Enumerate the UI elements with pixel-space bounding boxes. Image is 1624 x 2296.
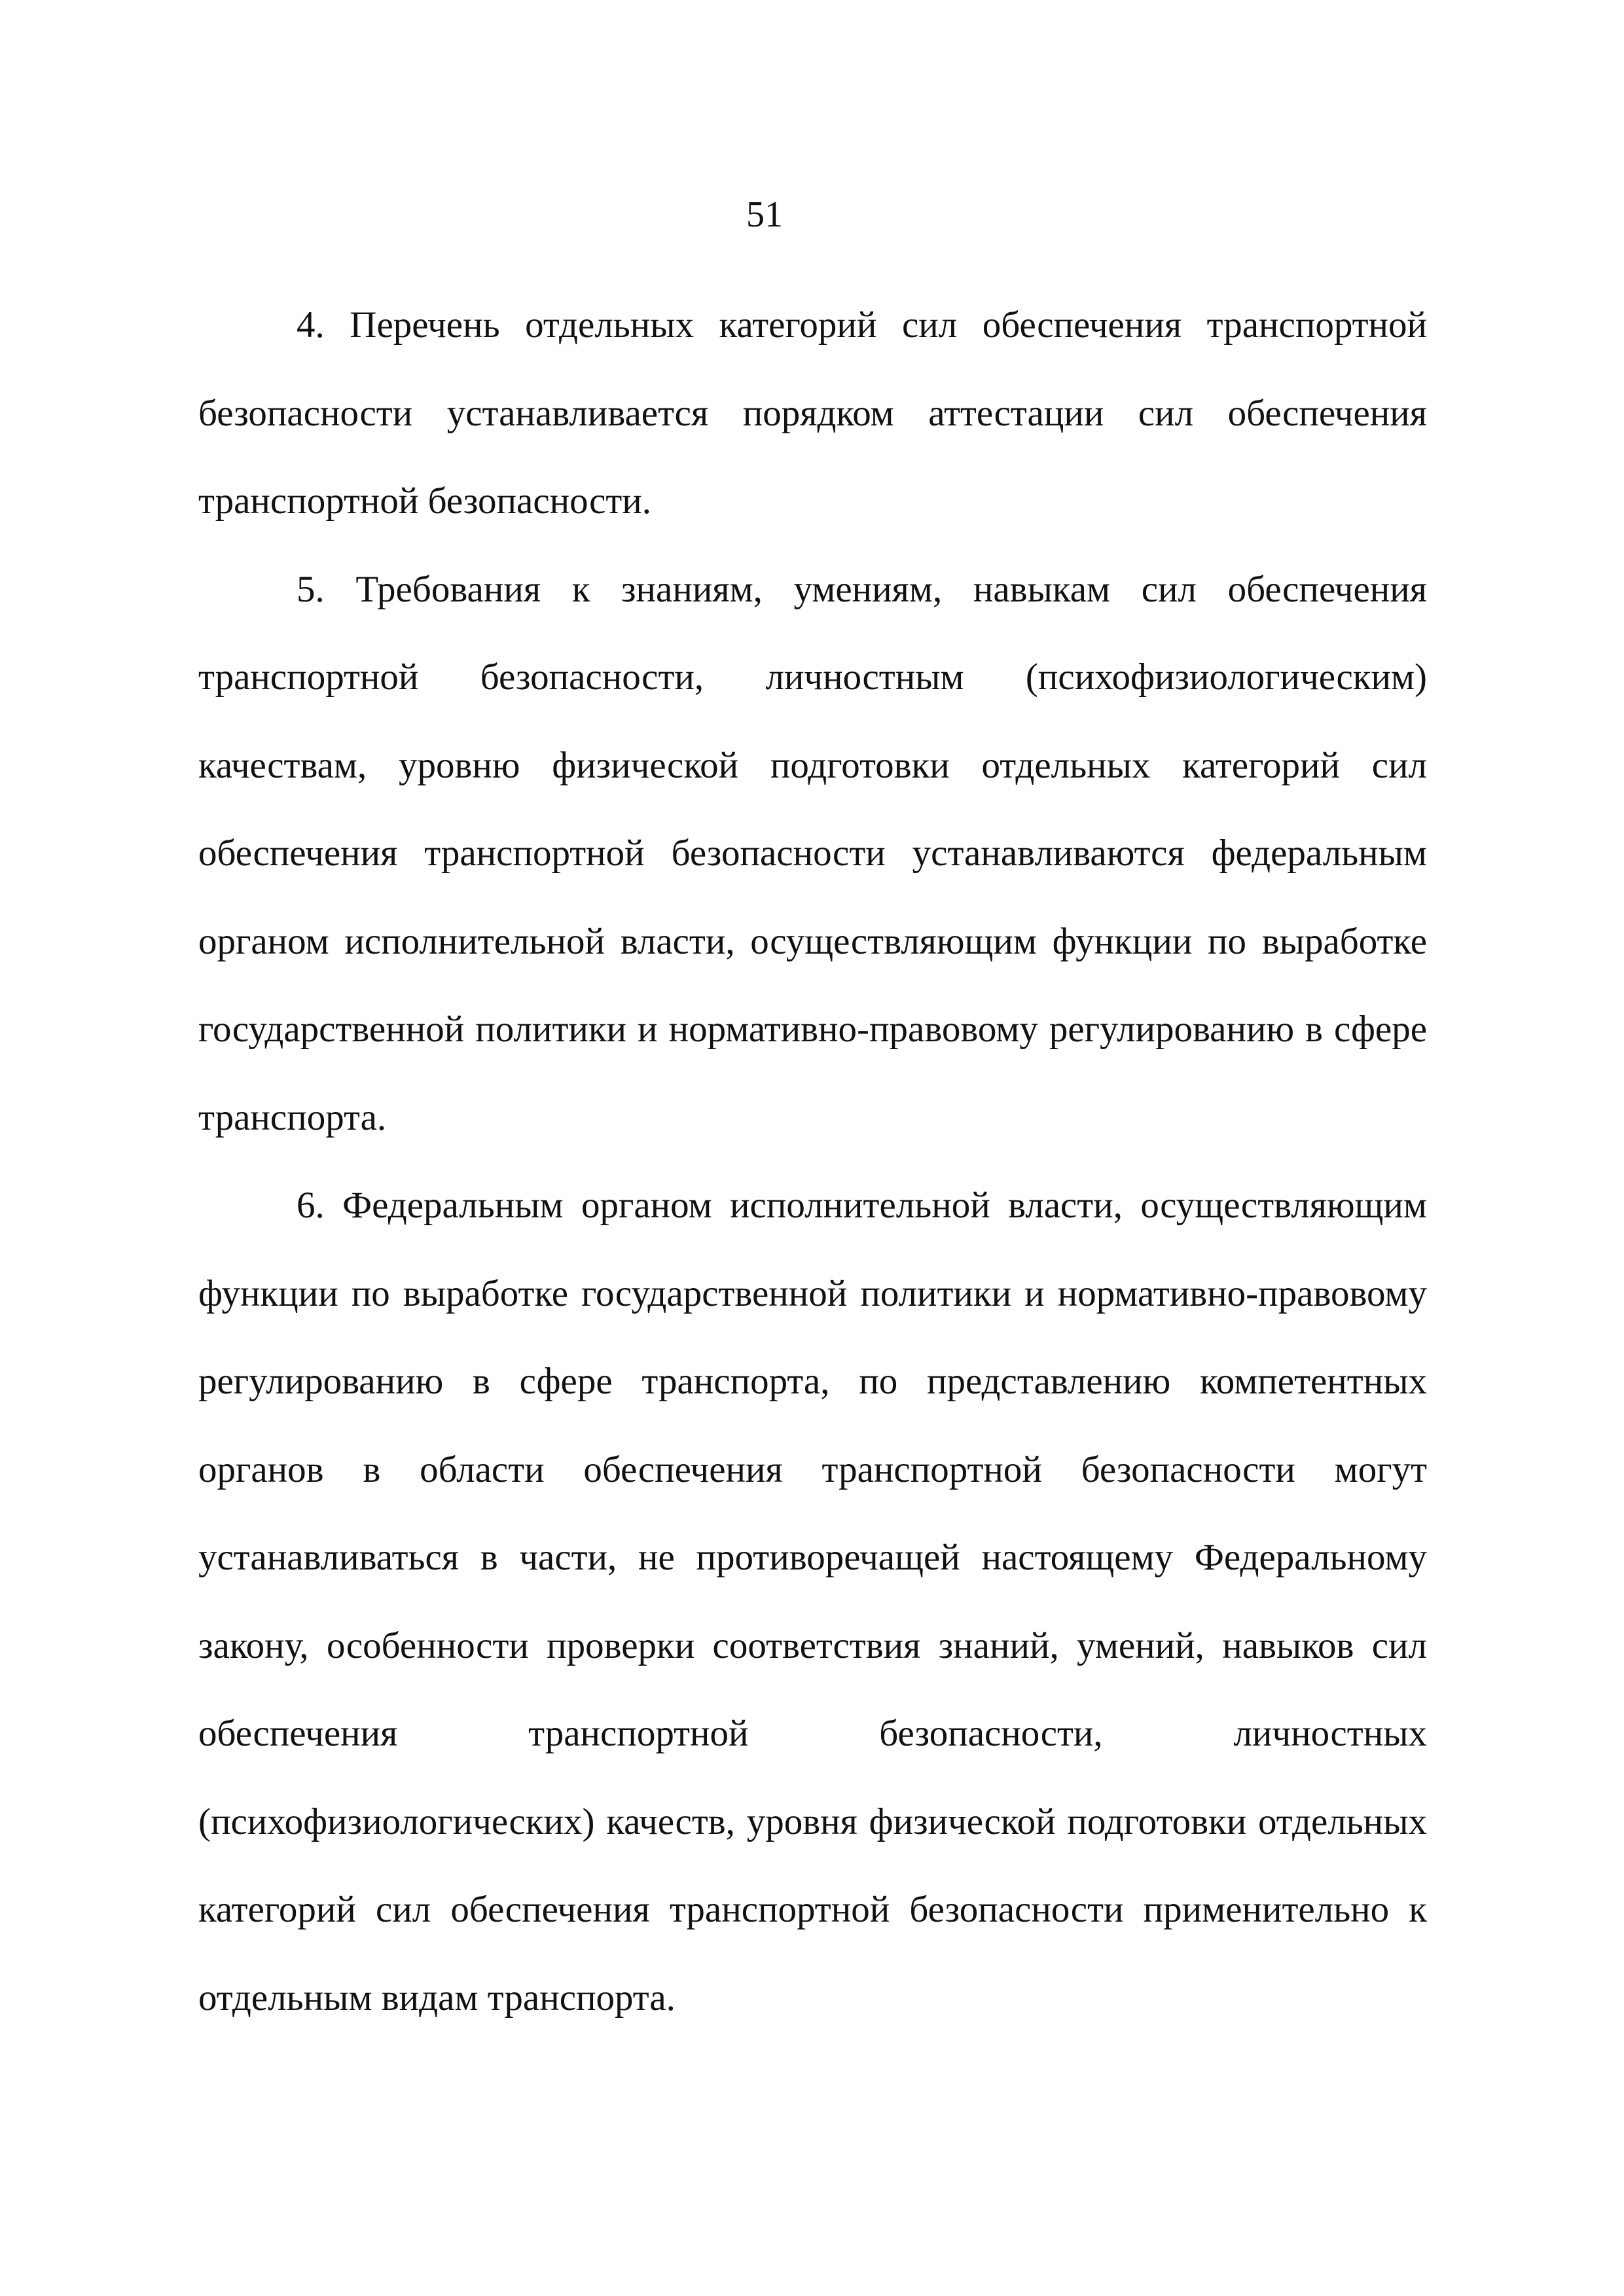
- paragraph-5: 5. Требования к знаниям, умениям, навыкам сил обеспечения транспортной безопасности, личностным (психофизиологическим) качествам, уровню физической подготовки отдельных категорий сил обеспечения транспортной безопасности устанавливаются федеральным органом исполнительной власти, осуществляющим функции по выработке государственной политики и нормативно-правовому регулированию в сфере транспорта.: [198, 568, 1427, 1138]
- page-number: 51: [746, 194, 783, 235]
- document-body: [198, 281, 1427, 2042]
- paragraph-6: 6. Федеральным органом исполнительной власти, осуществляющим функции по выработке государственной политики и нормативно-правовому регулированию в сфере транспорта, по представлению компетентных органов в области обеспечения транспортной безопасности могут устанавливаться в части, не противоречащей настоящему Федеральному закону, особенности проверки соответствия знаний, умений, навыков сил обеспечения транспортной безопасности, личностных (психофизиологических) качеств, уровня физической подготовки отдельных категорий сил обеспечения транспортной безопасности применительно к отдельным видам транспорта.: [198, 1185, 1427, 2018]
- paragraph-4: 4. Перечень отдельных категорий сил обеспечения транспортной безопасности устанавливается порядком аттестации сил обеспечения транспортной безопасности.: [198, 304, 1427, 522]
